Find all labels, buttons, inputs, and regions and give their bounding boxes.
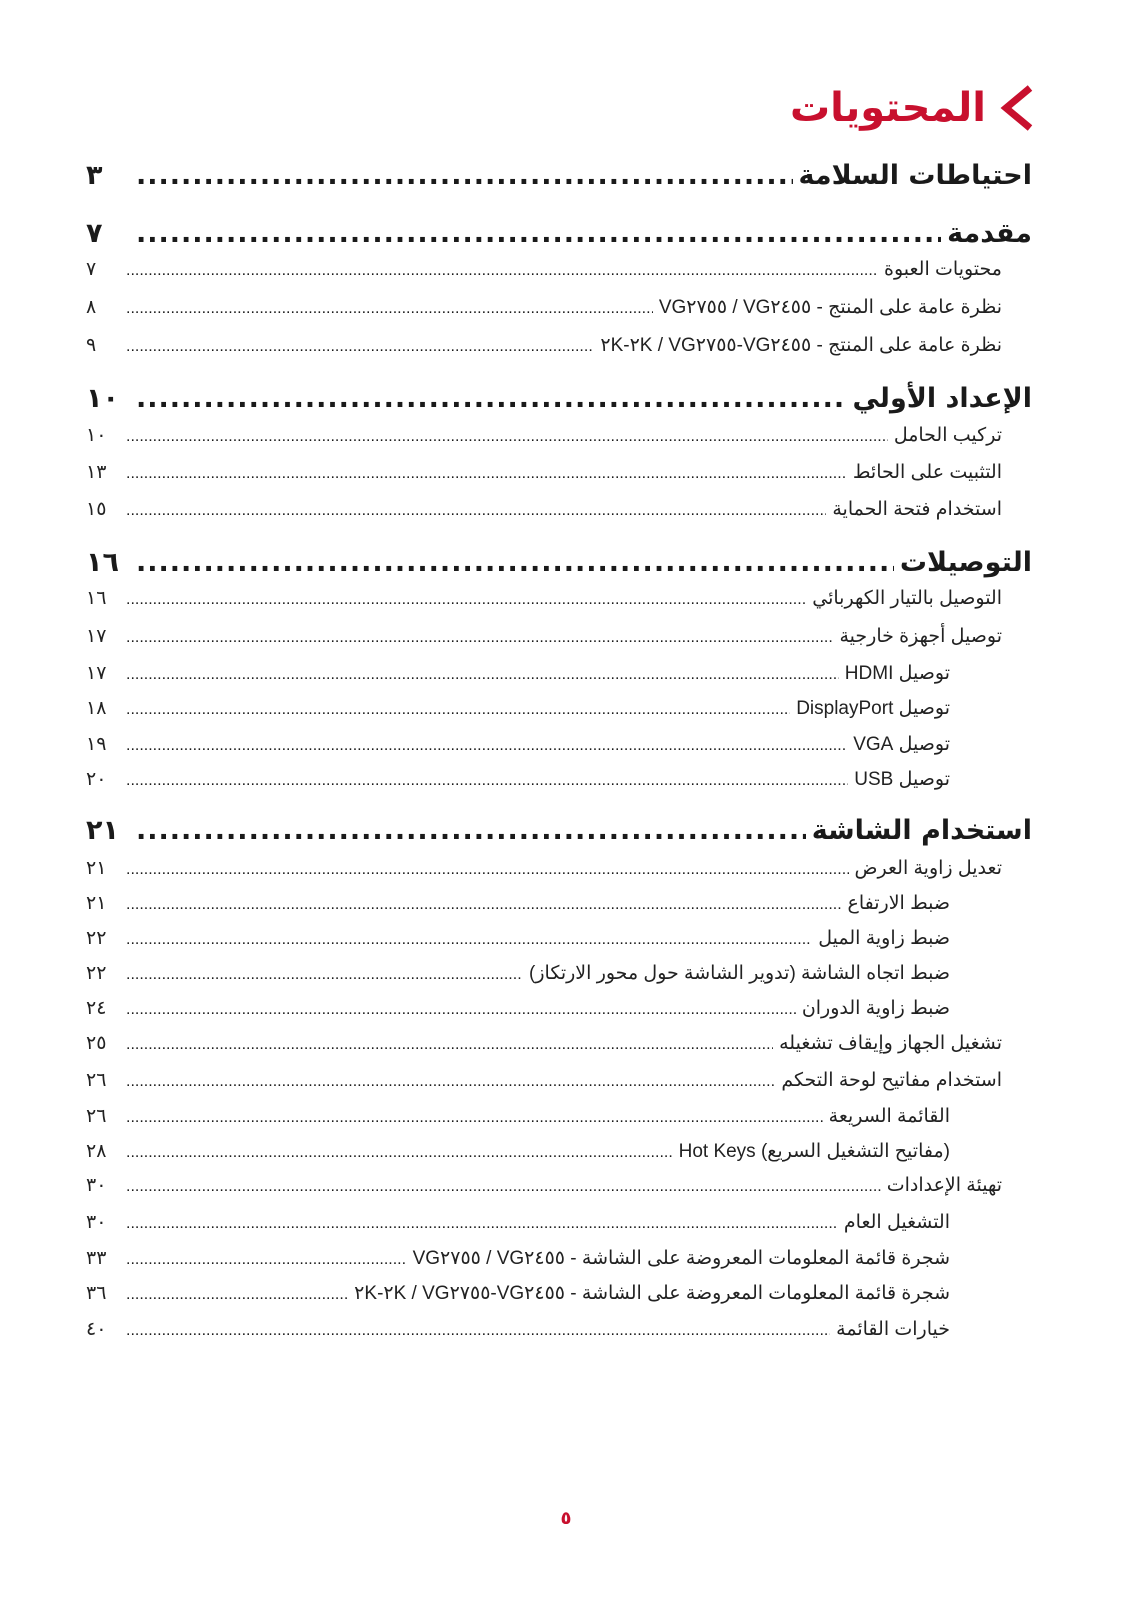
toc-page-number: ٢١	[86, 815, 119, 846]
toc-page-number: ٣٠	[86, 1212, 107, 1233]
toc-dot-leader	[126, 465, 847, 483]
toc-dot-leader	[126, 1322, 830, 1340]
toc-dot-leader	[126, 861, 849, 879]
toc-entry[interactable]	[0, 1211, 1132, 1234]
page-number: ٥	[560, 1508, 572, 1529]
toc-dot-leader	[126, 701, 790, 719]
toc-page-number: ١٧	[86, 626, 107, 647]
toc-dot-leader	[126, 931, 812, 949]
toc-dot-leader	[126, 666, 839, 684]
toc-dot-leader	[126, 1286, 348, 1304]
toc-entry-label: التثبيت على الحائط	[852, 462, 1002, 483]
toc-page-number: ٧	[86, 218, 103, 249]
toc-page-number: ٢٢	[86, 928, 107, 949]
toc-page-number: ٣٠	[86, 1175, 107, 1196]
toc-entry[interactable]	[0, 927, 1132, 950]
toc-entry-label: مقدمة	[947, 218, 1032, 249]
toc-title-row	[790, 78, 1034, 138]
toc-entry-label: توصيل DisplayPort	[796, 698, 950, 719]
toc-dot-leader	[136, 547, 894, 578]
toc-entry[interactable]	[0, 815, 1132, 846]
toc-dot-leader	[126, 428, 888, 446]
toc-entry[interactable]	[0, 1032, 1132, 1055]
toc-entry-label: تركيب الحامل	[893, 425, 1002, 446]
toc-entry[interactable]	[0, 1174, 1132, 1197]
toc-entry[interactable]	[0, 218, 1132, 249]
toc-entry[interactable]	[0, 587, 1132, 610]
toc-page-number: ٩	[86, 335, 97, 356]
toc-entry[interactable]	[0, 1247, 1132, 1270]
toc-entry[interactable]	[0, 547, 1132, 578]
toc-entry[interactable]	[0, 733, 1132, 756]
toc-dot-leader	[126, 1144, 673, 1162]
toc-dot-leader	[126, 1036, 773, 1054]
toc-page-number: ١٧	[86, 663, 107, 684]
toc-page-number: ٣	[86, 160, 103, 191]
toc-page-number: ١٩	[86, 734, 107, 755]
toc-entry[interactable]	[0, 892, 1132, 915]
toc-entry-label: القائمة السريعة	[828, 1106, 950, 1127]
toc-entry-label: استخدام الشاشة	[811, 815, 1032, 846]
toc-page-number: ١٦	[86, 547, 119, 578]
toc-page-number: ٢٤	[86, 998, 107, 1019]
toc-page-number: ٣٦	[86, 1283, 107, 1304]
toc-page-number: ٤٠	[86, 1319, 107, 1340]
toc-entry[interactable]	[0, 857, 1132, 880]
toc-dot-leader	[126, 1215, 838, 1233]
toc-entry-label: توصيل VGA	[853, 734, 950, 755]
toc-entry[interactable]	[0, 296, 1132, 319]
toc-dot-leader	[126, 591, 806, 609]
toc-page-number: ٧	[86, 259, 97, 280]
toc-entry[interactable]	[0, 258, 1132, 281]
toc-dot-leader	[136, 218, 941, 249]
toc-entry[interactable]	[0, 160, 1132, 191]
toc-entry[interactable]	[0, 662, 1132, 685]
toc-dot-leader	[126, 1109, 823, 1127]
toc-page-number: ٢٨	[86, 1141, 107, 1162]
toc-page-number: ١٨	[86, 698, 107, 719]
toc-dot-leader	[126, 1251, 407, 1269]
toc-entry-label: ضبط الارتفاع	[847, 893, 950, 914]
toc-entry[interactable]	[0, 1282, 1132, 1305]
toc-entry[interactable]	[0, 334, 1132, 357]
toc-page-number: ٢١	[86, 893, 107, 914]
toc-dot-leader	[126, 1001, 796, 1019]
toc-entry-label: توصيل HDMI	[844, 663, 950, 684]
toc-entry[interactable]	[0, 768, 1132, 791]
toc-dot-leader	[126, 629, 833, 647]
toc-entry[interactable]	[0, 424, 1132, 447]
toc-page-number: ٢٠	[86, 769, 107, 790]
toc-entry-label: شجرة قائمة المعلومات المعروضة على الشاشة - VG٢٤٥٥ / VG٢٧٥٥	[412, 1248, 950, 1269]
toc-dot-leader	[126, 966, 523, 984]
toc-entry-label: ضبط زاوية الميل	[818, 928, 950, 949]
toc-entry-label: تعديل زاوية العرض	[854, 858, 1002, 879]
toc-page-number: ١٦	[86, 588, 107, 609]
toc-page-number: ٢٦	[86, 1070, 107, 1091]
toc-dot-leader	[126, 338, 594, 356]
toc-entry-label: شجرة قائمة المعلومات المعروضة على الشاشة - VG٢٤٥٥-VG٢٧٥٥ / ٢K-٢K	[354, 1283, 950, 1304]
toc-entry[interactable]	[0, 461, 1132, 484]
toc-entry[interactable]	[0, 1140, 1132, 1163]
toc-entry-label: التشغيل العام	[843, 1212, 950, 1233]
toc-entry-label: خيارات القائمة	[836, 1319, 950, 1340]
toc-entry-label: تشغيل الجهاز وإيقاف تشغيله	[779, 1033, 1002, 1054]
toc-dot-leader	[126, 262, 878, 280]
toc-entry-label: محتويات العبوة	[884, 259, 1002, 280]
toc-entry-label: ضبط اتجاه الشاشة (تدوير الشاشة حول محور الارتكاز)	[529, 963, 950, 984]
toc-entry[interactable]	[0, 1069, 1132, 1092]
page-title: المحتويات	[789, 85, 986, 131]
toc-page-number: ٢٥	[86, 1033, 107, 1054]
toc-entry[interactable]	[0, 697, 1132, 720]
toc-entry-label: التوصيل بالتيار الكهربائي	[812, 588, 1002, 609]
toc-entry[interactable]	[0, 1318, 1132, 1341]
toc-page-number: ٢١	[86, 858, 107, 879]
toc-page-number: ٣٣	[86, 1248, 107, 1269]
toc-dot-leader	[126, 772, 848, 790]
toc-entry-label: الإعداد الأولي	[852, 383, 1032, 414]
toc-dot-leader	[126, 896, 842, 914]
toc-entry[interactable]	[0, 383, 1132, 414]
toc-dot-leader	[136, 383, 846, 414]
toc-page-number: ١٠	[86, 425, 107, 446]
toc-entry-label: ضبط زاوية الدوران	[801, 998, 950, 1019]
toc-entry-label: استخدام مفاتيح لوحة التحكم	[781, 1070, 1002, 1091]
toc-dot-leader	[126, 502, 826, 520]
toc-page-number: ٨	[86, 297, 97, 318]
toc-entry[interactable]	[0, 625, 1132, 648]
toc-page-number: ٢٢	[86, 963, 107, 984]
toc-entry-label: Hot Keys (مفاتيح التشغيل السريع)	[678, 1141, 950, 1162]
chevron-left-icon	[1000, 84, 1034, 132]
toc-page-number: ١٠	[86, 383, 119, 414]
toc-entry-label: توصيل أجهزة خارجية	[839, 626, 1002, 647]
toc-page-number: ١٣	[86, 462, 107, 483]
toc-dot-leader	[126, 1178, 881, 1196]
toc-dot-leader	[126, 1073, 775, 1091]
toc-page-number: ١٥	[86, 499, 107, 520]
toc-entry-label: التوصيلات	[899, 547, 1032, 578]
toc-entry-label: نظرة عامة على المنتج - VG٢٤٥٥-VG٢٧٥٥ / ٢K-٢K	[600, 335, 1002, 356]
toc-entry[interactable]	[0, 498, 1132, 521]
toc-dot-leader	[126, 737, 847, 755]
toc-entry[interactable]	[0, 997, 1132, 1020]
toc-page-number: ٢٦	[86, 1106, 107, 1127]
toc-entry-label: توصيل USB	[854, 769, 950, 790]
toc-dot-leader	[136, 160, 793, 191]
toc-entry-label: تهيئة الإعدادات	[886, 1175, 1002, 1196]
toc-entry-label: احتياطات السلامة	[798, 160, 1032, 191]
toc-entry-label: استخدام فتحة الحماية	[832, 499, 1002, 520]
toc-entry-label: نظرة عامة على المنتج - VG٢٤٥٥ / VG٢٧٥٥	[658, 297, 1002, 318]
toc-dot-leader	[126, 300, 653, 318]
toc-entry[interactable]	[0, 1105, 1132, 1128]
toc-dot-leader	[136, 815, 806, 846]
toc-entry[interactable]	[0, 962, 1132, 985]
